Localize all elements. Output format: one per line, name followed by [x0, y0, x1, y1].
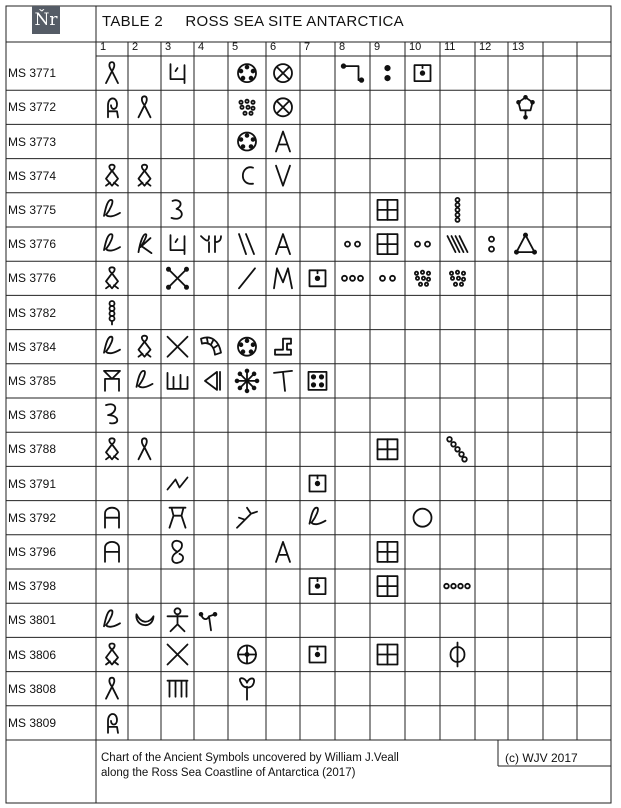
loop-figure-icon	[139, 96, 151, 117]
open-h-icon	[171, 235, 185, 254]
column-number: 3	[165, 41, 172, 53]
letter-c-icon	[243, 167, 253, 184]
letter-v-icon	[276, 166, 290, 186]
dot-cluster-icon	[415, 271, 430, 286]
forked-figure-icon	[200, 613, 217, 630]
three-circles-icon	[342, 276, 363, 281]
stick-figure-icon	[168, 608, 188, 631]
cursive-k-icon	[139, 234, 152, 253]
two-circles-icon	[380, 276, 395, 281]
row-label: MS 3786	[8, 408, 57, 423]
diamond-loop-icon	[106, 165, 118, 186]
column-number: 5	[232, 41, 239, 53]
caption-line-1: Chart of the Ancient Symbols uncovered by William J.Veall	[101, 752, 399, 764]
outer-frame	[6, 6, 611, 803]
grid-window-icon	[378, 200, 398, 220]
circle-on-stem-icon	[451, 643, 465, 667]
cursive-l-icon	[104, 337, 120, 353]
hourglass-figure-icon	[104, 371, 120, 391]
column-number: 12	[479, 41, 492, 53]
pentagon-pendant-icon	[517, 96, 534, 119]
loop-figure-icon	[106, 678, 118, 699]
numeral-three-icon	[172, 200, 182, 219]
zigzag-icon	[168, 478, 188, 490]
row-label: MS 3771	[8, 66, 57, 81]
slash-icon	[239, 268, 255, 288]
diamond-loop-icon	[139, 165, 151, 186]
row-label: MS 3809	[8, 715, 57, 730]
dotted-square-icon	[310, 476, 326, 492]
chart-caption	[101, 751, 399, 781]
column-number: 10	[409, 41, 422, 53]
copyright-notice: (c) WJV 2017	[505, 751, 578, 765]
column-number: 6	[270, 41, 277, 53]
comb-icon	[168, 373, 188, 389]
left-triangle-icon	[205, 372, 220, 390]
letter-a-icon	[276, 542, 290, 562]
walker-figure-icon	[108, 714, 118, 733]
squiggle-icon	[106, 404, 117, 423]
row-label: MS 3806	[8, 647, 57, 662]
column-number: 4	[198, 41, 205, 53]
branch-icon	[237, 508, 257, 528]
row-label: MS 3775	[8, 202, 57, 217]
dotted-square-icon	[415, 65, 431, 81]
dotted-square-icon	[310, 578, 326, 594]
table-grid	[6, 6, 611, 803]
step-block-icon	[275, 339, 291, 355]
four-dot-square-icon	[309, 372, 327, 390]
publisher-logo: Ňr	[32, 6, 60, 34]
column-number: 2	[132, 41, 139, 53]
column-number: 11	[444, 41, 456, 53]
square-bracket-icon	[342, 64, 364, 82]
cursive-l-icon	[137, 371, 153, 387]
dotted-ring-icon	[238, 133, 256, 151]
two-circles-icon	[415, 242, 430, 247]
row-label: MS 3782	[8, 305, 57, 320]
dotted-x-icon	[167, 268, 188, 289]
row-label: MS 3772	[8, 100, 57, 115]
dotted-square-icon	[310, 647, 326, 663]
dot-cluster-icon	[450, 271, 465, 286]
diamond-loop-icon	[139, 336, 151, 357]
dotted-square-icon	[310, 270, 326, 286]
dotted-ring-icon	[238, 64, 256, 82]
loop-figure-icon	[139, 438, 151, 459]
column-number: 13	[512, 41, 525, 53]
crossed-circle-icon	[274, 64, 292, 82]
t-bar-icon	[274, 371, 292, 391]
row-label: MS 3798	[8, 579, 57, 594]
letter-a-icon	[276, 234, 290, 254]
cursive-l-icon	[104, 200, 120, 216]
row-label: MS 3791	[8, 476, 57, 491]
grid-window-icon	[378, 576, 398, 596]
row-label: MS 3801	[8, 613, 57, 628]
arch-figure-icon	[105, 508, 119, 528]
letter-m-icon	[274, 268, 292, 288]
grid-window-icon	[378, 542, 398, 562]
figure-eight-icon	[172, 541, 183, 563]
double-slash-icon	[239, 234, 254, 254]
cursive-l-icon	[104, 234, 120, 250]
open-h-icon	[171, 64, 185, 83]
arch-figure-icon	[105, 542, 119, 562]
diagonal-circles-icon	[447, 437, 467, 462]
two-circles-icon	[345, 242, 360, 247]
table-title: TABLE 2 ROSS SEA SITE ANTARCTICA	[102, 13, 404, 30]
row-label: MS 3792	[8, 510, 57, 525]
diamond-loop-icon	[106, 644, 118, 665]
grid-window-icon	[378, 645, 398, 665]
bracket-figure-icon	[170, 508, 186, 528]
grid-window-icon	[378, 234, 398, 254]
row-label: MS 3773	[8, 134, 57, 149]
diamond-loop-icon	[106, 267, 118, 288]
column-number: 8	[339, 41, 346, 53]
row-label: MS 3796	[8, 544, 57, 559]
chain-links-icon	[110, 301, 115, 325]
x-cross-icon	[168, 645, 188, 665]
x-cross-icon	[168, 337, 188, 357]
gate-icon	[168, 681, 188, 697]
grid-window-icon	[378, 439, 398, 459]
caption-line-2: along the Ross Sea Coastline of Antarctica (2017)	[101, 767, 356, 779]
curved-band-icon	[201, 337, 221, 354]
cursive-l-icon	[310, 508, 326, 524]
row-label: MS 3776	[8, 271, 57, 286]
row-label: MS 3808	[8, 681, 57, 696]
vertical-circles-icon	[456, 198, 460, 222]
trident-icon	[201, 236, 221, 252]
crescent-icon	[136, 614, 153, 625]
diagonal-lines-icon	[448, 236, 468, 252]
letter-a-icon	[276, 132, 290, 152]
row-label: MS 3774	[8, 168, 57, 183]
row-label: MS 3776	[8, 237, 57, 252]
walker-figure-icon	[108, 98, 118, 117]
loop-figure-icon	[106, 62, 118, 83]
row-label: MS 3788	[8, 442, 57, 457]
column-number: 1	[100, 41, 107, 53]
column-number: 9	[374, 41, 381, 53]
circle-icon	[414, 509, 432, 527]
four-circles-icon	[444, 584, 470, 589]
row-label: MS 3784	[8, 339, 57, 354]
starburst-icon	[236, 370, 259, 393]
bud-stem-icon	[240, 678, 254, 700]
colon-dots-icon	[385, 66, 389, 80]
diamond-loop-icon	[106, 438, 118, 459]
column-number: 7	[304, 41, 311, 53]
dotted-ring-icon	[238, 338, 256, 356]
crosshair-circle-icon	[238, 646, 256, 664]
crossed-circle-icon	[274, 98, 292, 116]
dot-cluster-icon	[239, 100, 254, 115]
two-stacked-circles-icon	[489, 237, 494, 252]
row-label: MS 3785	[8, 373, 57, 388]
cursive-l-icon	[104, 610, 120, 626]
dotted-triangle-icon	[515, 234, 536, 254]
